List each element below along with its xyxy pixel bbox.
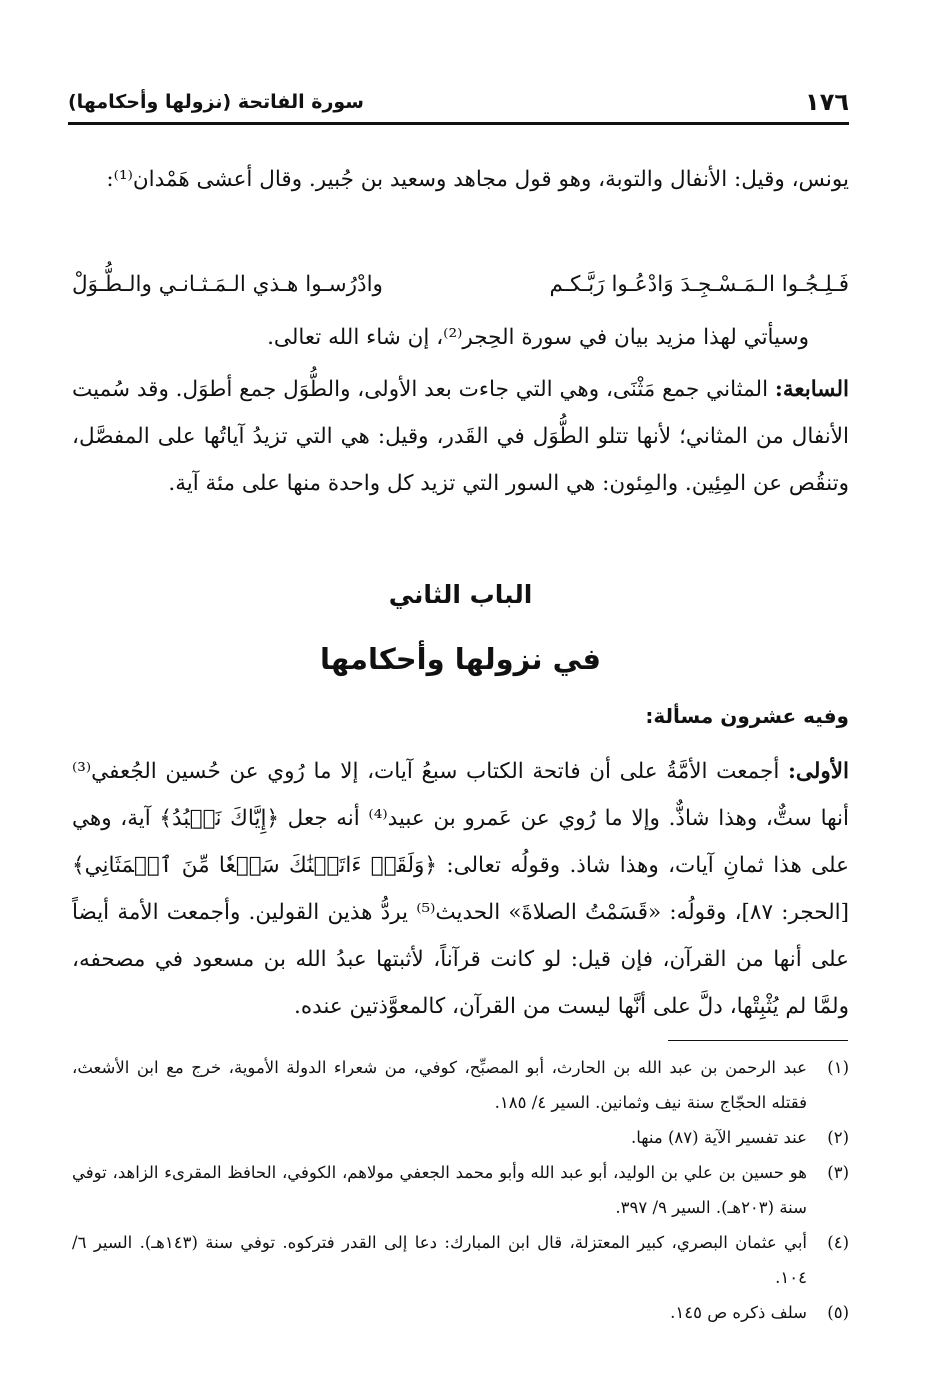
footnote-number: (٣) [827, 1163, 849, 1182]
footnote [72, 1295, 849, 1330]
page-header [68, 84, 849, 120]
footnote-text: عند تفسير الآية (٨٧) منها. [631, 1128, 807, 1147]
first-issue-lead: الأولى: [787, 759, 849, 784]
poem-followup-block [72, 314, 849, 361]
chapter-heading: الباب الثاني [388, 580, 533, 609]
seventh-issue-paragraph [72, 366, 849, 507]
poem-left-hemistich: وادْرُسـوا هـذي الـمَـثـانـي والـطُّـوَلْ [72, 272, 383, 297]
poem-right-hemistich: فَـلِـجُـوا الـمَـسْـجِـدَ وَادْعُـوا رَبَّـكـم [549, 272, 849, 297]
footnote-text: سلف ذكره ص ١٤٥. [670, 1303, 807, 1322]
footnote-divider [668, 1040, 848, 1041]
intro-paragraph: يونس، وقيل: الأنفال والتوبة، وهو قول مجاهد وسعيد بن جُبير. وقال أعشى هَمْدان⁽¹⁾: [106, 167, 849, 192]
first-issue-block [72, 748, 849, 1030]
footnote [72, 1225, 849, 1295]
intro-paragraph-block [72, 156, 849, 203]
running-title: سورة الفاتحة (نزولها وأحكامها) [68, 91, 364, 113]
footnote [72, 1155, 849, 1225]
footnote [72, 1120, 849, 1155]
footnotes [72, 1050, 849, 1330]
section-intro: وفيه عشرون مسألة: [645, 704, 849, 728]
chapter-subheading: في نزولها وأحكامها [319, 642, 601, 676]
header-divider [68, 122, 849, 125]
poem-verse [72, 262, 849, 308]
footnote-number: (٢) [827, 1128, 849, 1147]
footnote-number: (١) [827, 1058, 849, 1077]
seventh-issue-block [72, 366, 849, 507]
footnote-number: (٥) [827, 1303, 849, 1322]
footnote-number: (٤) [827, 1233, 849, 1252]
first-issue-text: أجمعت الأمَّةُ على أن فاتحة الكتاب سبعُ آيات، إلا ما رُوي عن حُسين الجُعفي⁽³⁾ أنها ستٌّ، وهذا شاذٌّ. وإلا ما رُوي عن عَمرو بن عبيد⁽⁴⁾ أنه جعل ﴿إِيَّاكَ نَعۡبُدُ﴾ آية، وهي على هذا ثمانِ آيات، وهذا شاذ. وقولُه تعالى: ﴿وَلَقَدۡ ءَاتَيۡنَٰكَ سَبۡعٗا مِّنَ ٱلۡمَثَانِي﴾ [الحجر: ٨٧]، وقولُه: «قَسَمْتُ الصلاةَ» الحديث⁽⁵⁾ يردُّ هذين القولين. وأجمعت الأمة أيضاً على أنها من القرآن، فإن قيل: لو كانت قرآناً، لأثبتها عبدُ الله بن مسعود في مصحفه، ولمَّا لم يُثْبِتْها، دلَّ على أنَّها ليست من القرآن، كالمعوَّذتين عنده. [72, 759, 849, 1019]
page-number: ١٧٦ [805, 88, 849, 116]
seventh-issue-text: المثاني جمع مَثْنَى، وهي التي جاءت بعد الأولى، والطُّوَل جمع أطوَل. وقد سُميت الأنفال من المثاني؛ لأنها تتلو الطُّوَل في القَدر، وقيل: هي التي تزيدُ آياتُها على المفصَّل، وتنقُص عن المِئِين. والمِئون: هي السور التي تزيد كل واحدة منها على مئة آية. [72, 377, 849, 496]
footnote-text: عبد الرحمن بن عبد الله بن الحارث، أبو المصبِّح، كوفي، من شعراء الدولة الأموية، خرج مع ابن الأشعث، فقتله الحجّاج سنة نيف وثمانين. السير ٤/ ١٨٥. [72, 1058, 807, 1112]
poem-followup: وسيأتي لهذا مزيد بيان في سورة الحِجر⁽²⁾، إن شاء الله تعالى. [267, 325, 809, 350]
footnote [72, 1050, 849, 1120]
seventh-issue-lead: السابعة: [774, 377, 849, 402]
footnote-text: هو حسين بن علي بن الوليد، أبو عبد الله وأبو محمد الجعفي مولاهم، الكوفي، الحافظ المقرىء الزاهد، توفي سنة (٢٠٣هـ). السير ٩/ ٣٩٧. [72, 1163, 807, 1217]
first-issue-paragraph [72, 748, 849, 1030]
footnote-text: أبي عثمان البصري، كبير المعتزلة، قال ابن المبارك: دعا إلى القدر فتركوه. توفي سنة (١٤٣هـ). السير ٦/ ١٠٤. [72, 1233, 807, 1287]
